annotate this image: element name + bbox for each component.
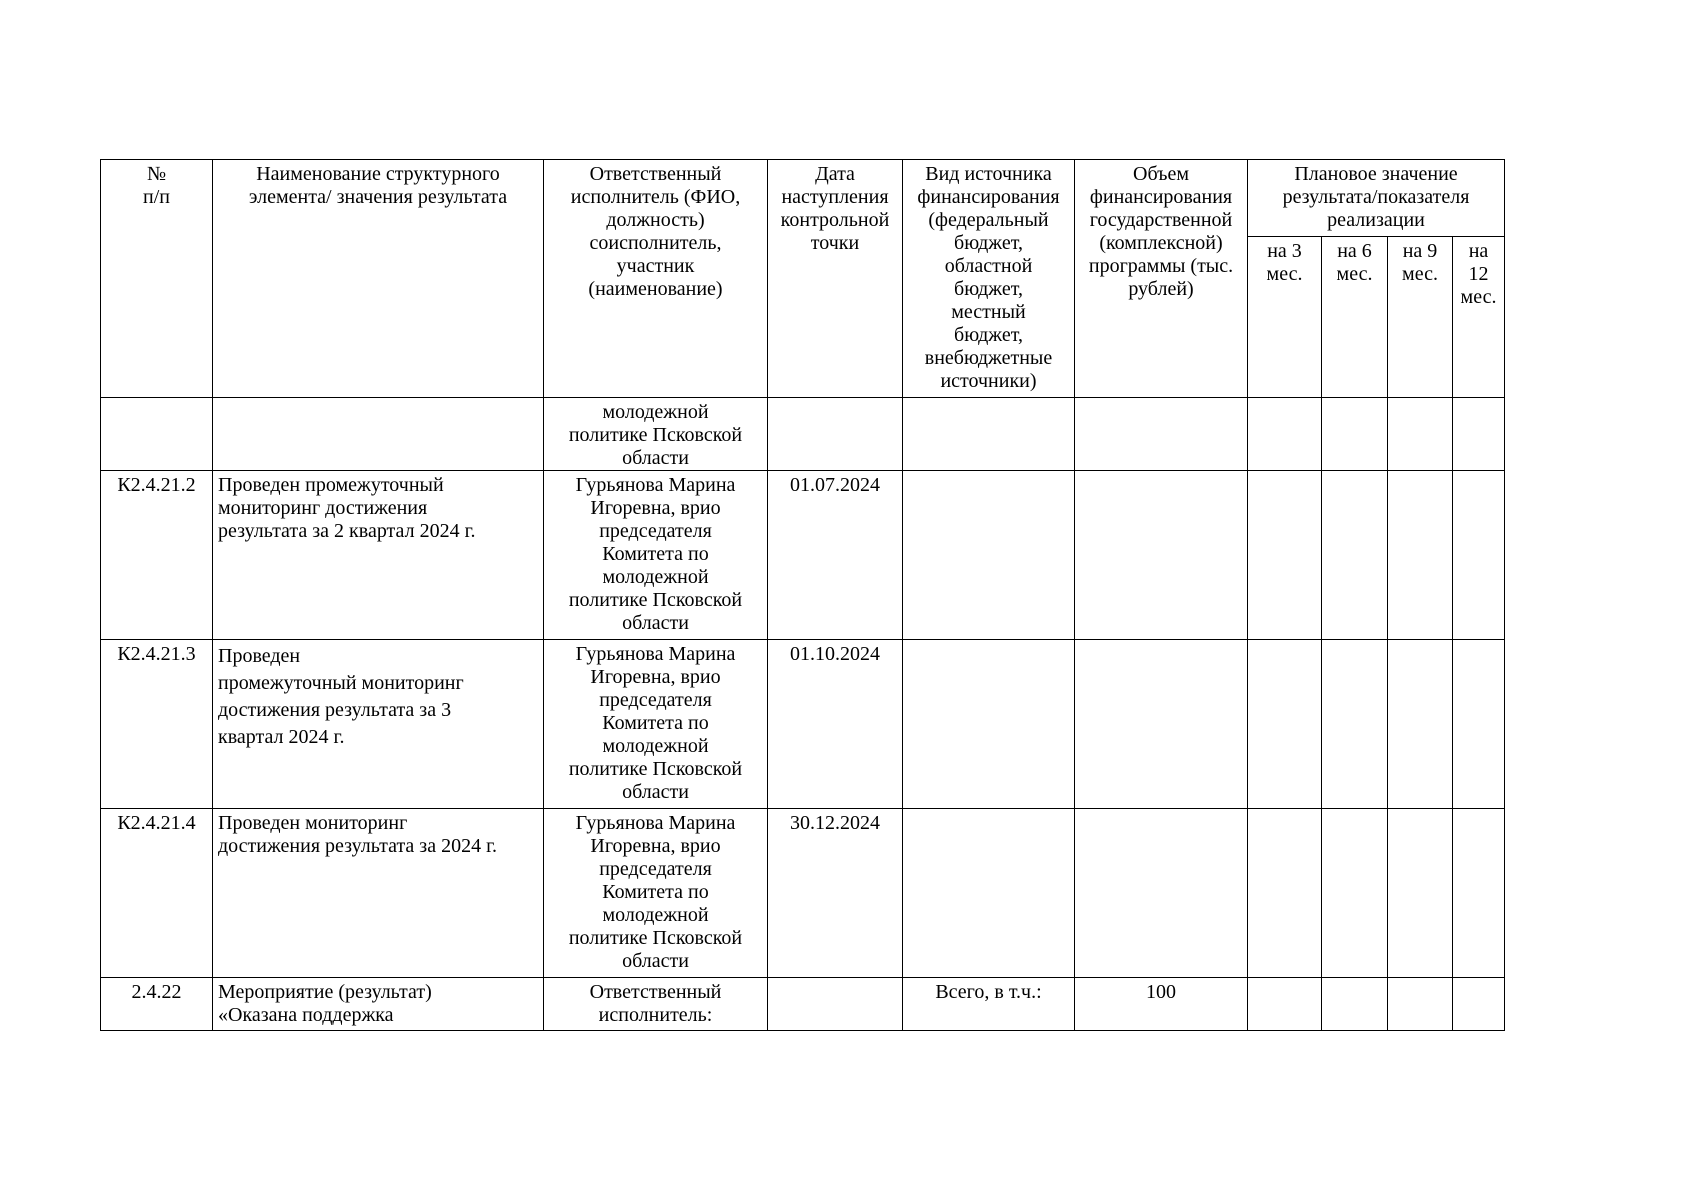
row-number	[101, 398, 213, 471]
header-date: Дата наступления контрольной точки	[768, 160, 903, 398]
row-number: 2.4.22	[101, 978, 213, 1031]
row-name: Мероприятие (результат) «Оказана поддержка	[213, 978, 544, 1031]
row-volume	[1075, 640, 1248, 809]
row-date: 30.12.2024	[768, 809, 903, 978]
table-row	[101, 640, 1505, 809]
row-plan-9m	[1388, 640, 1453, 809]
table-row	[101, 978, 1505, 1031]
row-number: К2.4.21.3	[101, 640, 213, 809]
row-plan-3m	[1248, 471, 1322, 640]
row-volume: 100	[1075, 978, 1248, 1031]
header-number: № п/п	[101, 160, 213, 398]
header-12m: на 12 мес.	[1453, 236, 1505, 397]
row-date: 01.07.2024	[768, 471, 903, 640]
row-number: К2.4.21.4	[101, 809, 213, 978]
row-responsible: Гурьянова Марина Игоревна, врио председателя Комитета по молодежной политике Псковской области	[544, 471, 768, 640]
row-plan-6m	[1322, 398, 1388, 471]
table-row	[101, 398, 1505, 471]
header-row	[101, 160, 1505, 237]
row-name: Проведен мониторинг достижения результата за 2024 г.	[213, 809, 544, 978]
row-plan-3m	[1248, 978, 1322, 1031]
row-plan-9m	[1388, 978, 1453, 1031]
row-plan-12m	[1453, 978, 1505, 1031]
row-source	[903, 398, 1075, 471]
row-name	[213, 398, 544, 471]
row-source	[903, 809, 1075, 978]
row-plan-9m	[1388, 398, 1453, 471]
table-row	[101, 809, 1505, 978]
row-plan-6m	[1322, 471, 1388, 640]
row-plan-3m	[1248, 640, 1322, 809]
row-plan-9m	[1388, 809, 1453, 978]
row-date: 01.10.2024	[768, 640, 903, 809]
row-date	[768, 398, 903, 471]
row-plan-3m	[1248, 809, 1322, 978]
table-row	[101, 471, 1505, 640]
row-number: К2.4.21.2	[101, 471, 213, 640]
row-plan-9m	[1388, 471, 1453, 640]
row-volume	[1075, 809, 1248, 978]
row-plan-12m	[1453, 640, 1505, 809]
row-volume	[1075, 398, 1248, 471]
row-plan-3m	[1248, 398, 1322, 471]
plan-table	[100, 159, 1505, 1031]
row-plan-6m	[1322, 640, 1388, 809]
row-plan-12m	[1453, 809, 1505, 978]
row-volume	[1075, 471, 1248, 640]
row-responsible: Гурьянова Марина Игоревна, врио председателя Комитета по молодежной политике Псковской области	[544, 640, 768, 809]
row-responsible: Гурьянова Марина Игоревна, врио председателя Комитета по молодежной политике Псковской области	[544, 809, 768, 978]
row-responsible: молодежной политике Псковской области	[544, 398, 768, 471]
row-source	[903, 640, 1075, 809]
header-6m: на 6 мес.	[1322, 236, 1388, 397]
row-plan-6m	[1322, 809, 1388, 978]
row-source: Всего, в т.ч.:	[903, 978, 1075, 1031]
row-name: Проведен промежуточный мониторинг достижения результата за 3 квартал 2024 г.	[213, 640, 544, 809]
header-3m: на 3 мес.	[1248, 236, 1322, 397]
row-responsible: Ответственный исполнитель:	[544, 978, 768, 1031]
row-plan-12m	[1453, 398, 1505, 471]
header-name: Наименование структурного элемента/ значения результата	[213, 160, 544, 398]
header-responsible: Ответственный исполнитель (ФИО, должность) соисполнитель, участник (наименование)	[544, 160, 768, 398]
row-date	[768, 978, 903, 1031]
header-source: Вид источника финансирования (федеральный бюджет, областной бюджет, местный бюджет, внебюджетные источники)	[903, 160, 1075, 398]
row-name: Проведен промежуточный мониторинг достижения результата за 2 квартал 2024 г.	[213, 471, 544, 640]
row-source	[903, 471, 1075, 640]
row-plan-6m	[1322, 978, 1388, 1031]
header-plan: Плановое значение результата/показателя реализации	[1248, 160, 1505, 237]
header-9m: на 9 мес.	[1388, 236, 1453, 397]
row-plan-12m	[1453, 471, 1505, 640]
header-volume: Объем финансирования государственной (комплексной) программы (тыс. рублей)	[1075, 160, 1248, 398]
